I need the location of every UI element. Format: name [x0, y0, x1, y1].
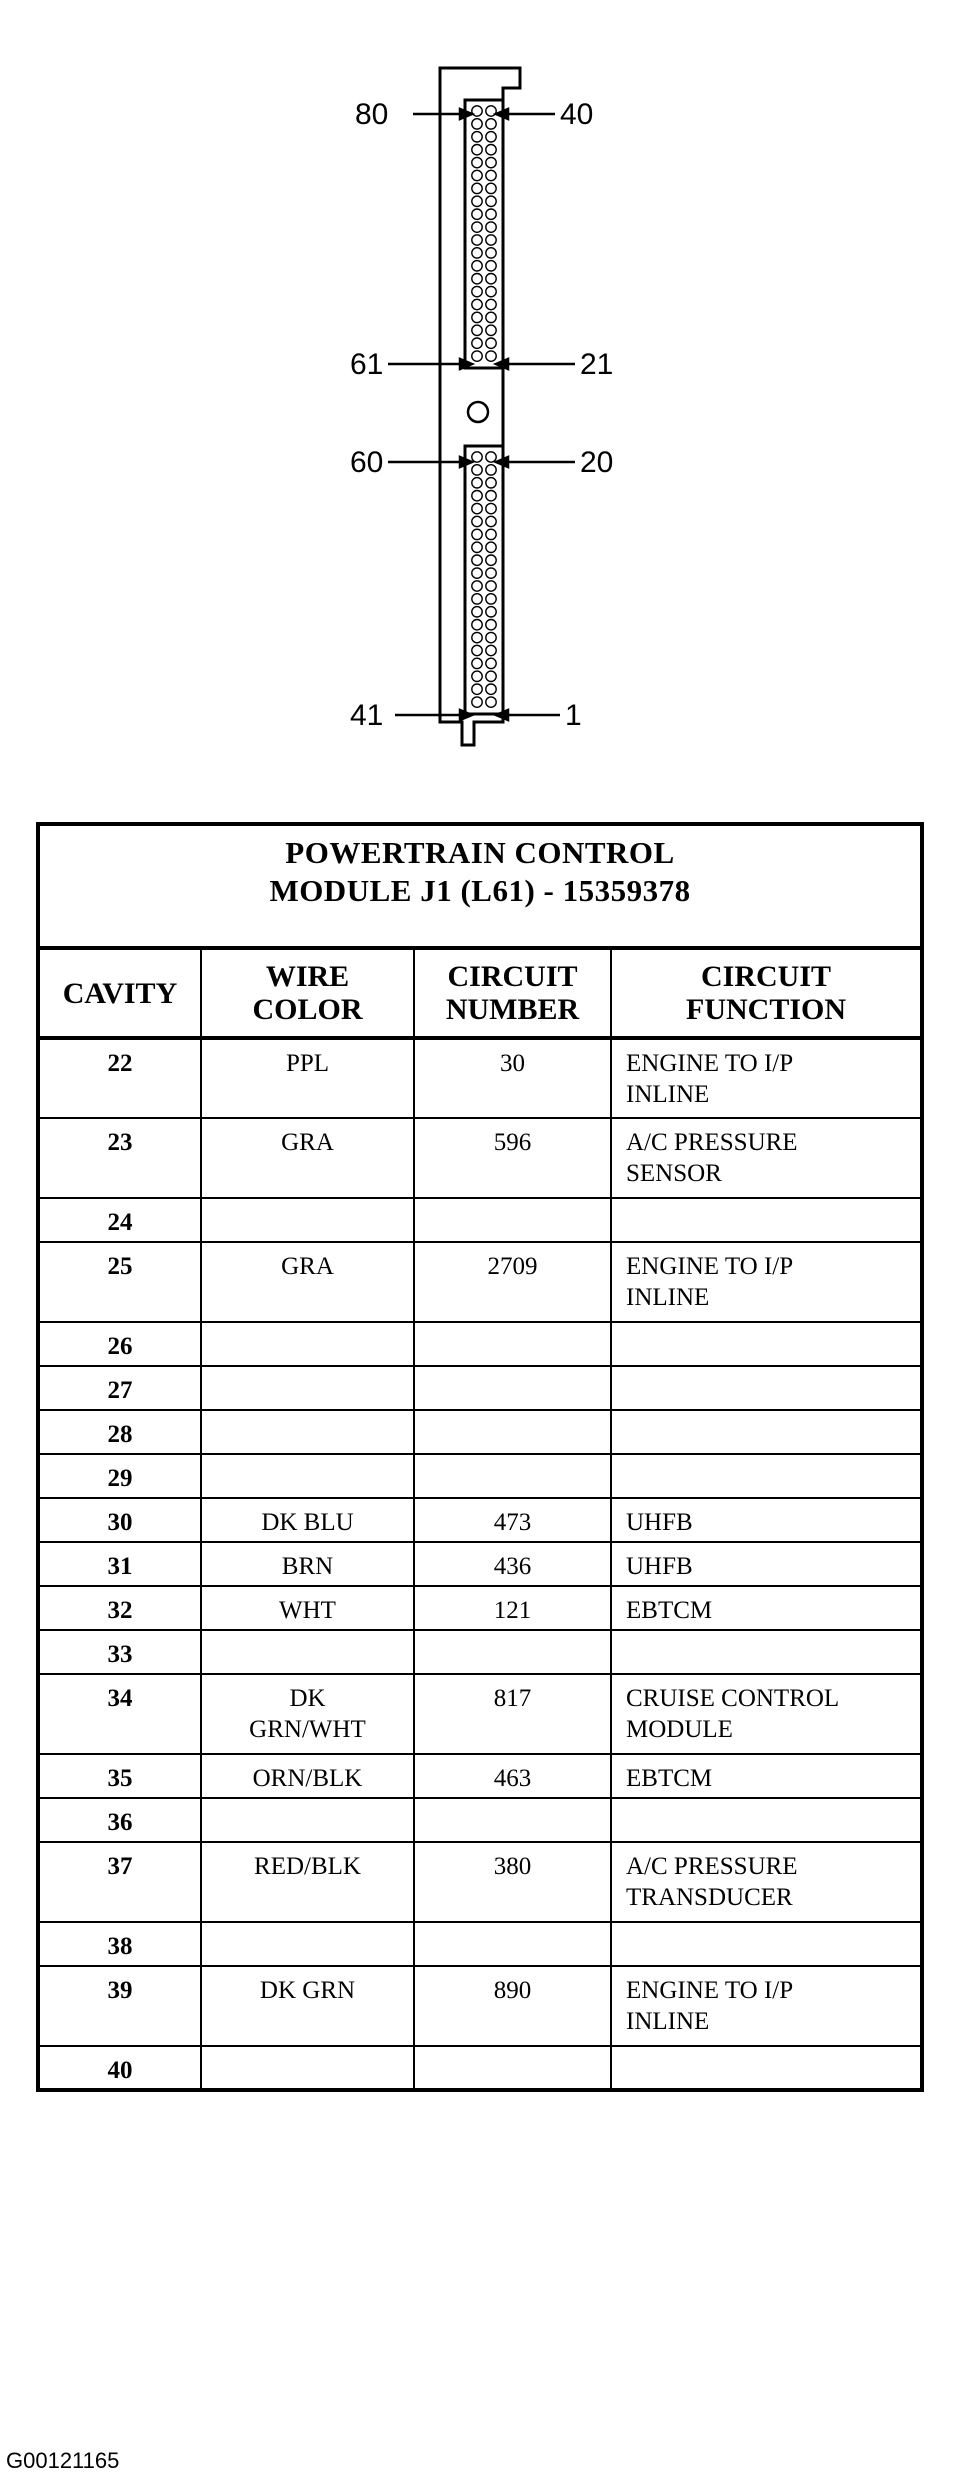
connector-pin — [486, 338, 496, 348]
table-row — [38, 1754, 922, 1798]
cell-cavity: 33 — [38, 1630, 201, 1674]
cell-circuit-number — [414, 1798, 611, 1842]
connector-pin — [486, 478, 496, 488]
table-row — [38, 1586, 922, 1630]
cell-wire-color — [201, 1410, 414, 1454]
header-wire-color — [201, 948, 414, 1038]
connector-pin — [472, 620, 482, 630]
connector-pin — [472, 338, 482, 348]
connector-pin — [472, 671, 482, 681]
connector-pin — [472, 183, 482, 193]
connector-pin — [472, 248, 482, 258]
connector-pin — [472, 235, 482, 245]
pin-label-41: 41 — [350, 699, 384, 732]
connector-pin — [486, 222, 496, 232]
pin-label-1: 1 — [565, 699, 582, 732]
cell-wire-color — [201, 1198, 414, 1242]
table-row — [38, 1038, 922, 1118]
cell-wire-color — [201, 1366, 414, 1410]
connector-pin — [486, 183, 496, 193]
cell-cavity: 35 — [38, 1754, 201, 1798]
table-header-row — [38, 948, 922, 1038]
cell-circuit-number: 463 — [414, 1754, 611, 1798]
connector-pin — [472, 286, 482, 296]
cell-cavity: 36 — [38, 1798, 201, 1842]
header-cavity: CAVITY — [38, 948, 201, 1038]
pin-label-40: 40 — [560, 98, 594, 131]
header-circuit-number — [414, 948, 611, 1038]
cell-circuit-number: 121 — [414, 1586, 611, 1630]
cell-circuit-function: UHFB — [611, 1498, 922, 1542]
cell-circuit-function: ENGINE TO I/P INLINE — [611, 1038, 922, 1118]
header-circuit-number-text: CIRCUIT NUMBER — [445, 960, 580, 1026]
connector-pin — [486, 351, 496, 361]
connector-pin — [486, 235, 496, 245]
connector-pin — [472, 542, 482, 552]
table-row — [38, 1242, 922, 1322]
table-row — [38, 1922, 922, 1966]
cell-cavity: 22 — [38, 1038, 201, 1118]
connector-pin — [472, 299, 482, 309]
cell-circuit-number — [414, 1454, 611, 1498]
pin-table — [36, 822, 924, 2092]
connector-pin — [486, 312, 496, 322]
cell-circuit-number — [414, 1198, 611, 1242]
cell-wire-color: DK BLU — [201, 1498, 414, 1542]
cell-cavity: 40 — [38, 2046, 201, 2090]
cell-circuit-number — [414, 1322, 611, 1366]
cell-cavity: 26 — [38, 1322, 201, 1366]
cell-circuit-function — [611, 1410, 922, 1454]
connector-pin — [472, 261, 482, 271]
table-title-line-2: MODULE J1 (L61) - 15359378 — [269, 873, 691, 908]
connector-pin — [472, 503, 482, 513]
cell-circuit-function — [611, 1198, 922, 1242]
cell-wire-color — [201, 1630, 414, 1674]
table-row — [38, 1842, 922, 1922]
connector-pin — [472, 157, 482, 167]
connector-pin — [486, 581, 496, 591]
connector-pin — [472, 132, 482, 142]
table-row — [38, 1798, 922, 1842]
cell-cavity: 28 — [38, 1410, 201, 1454]
table-row — [38, 1498, 922, 1542]
connector-pin — [472, 645, 482, 655]
cell-circuit-function: EBTCM — [611, 1586, 922, 1630]
connector-pin — [486, 697, 496, 707]
cell-circuit-function — [611, 1798, 922, 1842]
connector-pin — [486, 299, 496, 309]
connector-pin — [472, 581, 482, 591]
connector-pin — [472, 594, 482, 604]
table-row — [38, 1630, 922, 1674]
connector-pin — [472, 632, 482, 642]
cell-circuit-number — [414, 1630, 611, 1674]
cell-wire-color — [201, 1798, 414, 1842]
upper-pin-block — [465, 100, 503, 368]
connector-pin — [486, 119, 496, 129]
table-row — [38, 1454, 922, 1498]
table-body — [38, 1038, 922, 2090]
cell-wire-color: GRA — [201, 1118, 414, 1198]
cell-cavity: 30 — [38, 1498, 201, 1542]
connector-pin — [486, 607, 496, 617]
cell-cavity: 34 — [38, 1674, 201, 1754]
cell-wire-color: PPL — [201, 1038, 414, 1118]
cell-circuit-number: 890 — [414, 1966, 611, 2046]
cell-wire-color: WHT — [201, 1586, 414, 1630]
cell-circuit-function: A/C PRESSURE SENSOR — [611, 1118, 922, 1198]
connector-pin — [486, 568, 496, 578]
table-row — [38, 1674, 922, 1754]
connector-pin — [486, 671, 496, 681]
connector-pin — [486, 491, 496, 501]
cell-cavity: 23 — [38, 1118, 201, 1198]
table-row — [38, 1410, 922, 1454]
cell-circuit-function — [611, 1454, 922, 1498]
cell-wire-color: RED/BLK — [201, 1842, 414, 1922]
figure-id: G00121165 — [6, 2448, 120, 2473]
pin-label-60: 60 — [350, 446, 384, 479]
cell-cavity: 31 — [38, 1542, 201, 1586]
connector-pin — [472, 119, 482, 129]
cell-wire-color: BRN — [201, 1542, 414, 1586]
connector-pin — [486, 503, 496, 513]
table-row — [38, 1366, 922, 1410]
connector-pin — [472, 196, 482, 206]
connector-pin — [486, 157, 496, 167]
connector-pin — [472, 555, 482, 565]
header-circuit-function — [611, 948, 922, 1038]
cell-circuit-number — [414, 1366, 611, 1410]
pin-label-80: 80 — [355, 98, 389, 131]
cell-cavity: 39 — [38, 1966, 201, 2046]
pin-label-20: 20 — [580, 446, 614, 479]
cell-circuit-number: 817 — [414, 1674, 611, 1754]
connector-pin — [472, 491, 482, 501]
cell-circuit-function — [611, 1366, 922, 1410]
connector-pin — [472, 351, 482, 361]
cell-circuit-number: 473 — [414, 1498, 611, 1542]
connector-pin — [472, 222, 482, 232]
cell-circuit-function: CRUISE CONTROL MODULE — [611, 1674, 922, 1754]
connector-pin — [472, 465, 482, 475]
connector-pin — [472, 658, 482, 668]
connector-pin — [486, 261, 496, 271]
connector-pin — [486, 465, 496, 475]
header-circuit-function-text: CIRCUIT FUNCTION — [686, 960, 847, 1026]
cell-cavity: 38 — [38, 1922, 201, 1966]
cell-circuit-number: 380 — [414, 1842, 611, 1922]
connector-pin — [486, 542, 496, 552]
connector-pin — [486, 632, 496, 642]
pin-label-61: 61 — [350, 348, 384, 381]
connector-pin — [486, 452, 496, 462]
table-row — [38, 1322, 922, 1366]
connector-pin — [486, 132, 496, 142]
cell-circuit-number: 2709 — [414, 1242, 611, 1322]
cell-wire-color: DK GRN/WHT — [201, 1674, 414, 1754]
connector-diagram — [0, 0, 955, 790]
cell-cavity: 24 — [38, 1198, 201, 1242]
cell-wire-color — [201, 1454, 414, 1498]
connector-pin — [472, 529, 482, 539]
connector-pin — [472, 452, 482, 462]
cell-wire-color: DK GRN — [201, 1966, 414, 2046]
cell-circuit-function: ENGINE TO I/P INLINE — [611, 1242, 922, 1322]
connector-pin — [486, 170, 496, 180]
cell-cavity: 29 — [38, 1454, 201, 1498]
cell-circuit-function: A/C PRESSURE TRANSDUCER — [611, 1842, 922, 1922]
cell-wire-color — [201, 2046, 414, 2090]
cell-circuit-function — [611, 1922, 922, 1966]
connector-pin — [486, 516, 496, 526]
connector-pin — [472, 170, 482, 180]
table-title — [38, 824, 922, 948]
connector-pin — [472, 312, 482, 322]
pin-label-21: 21 — [580, 348, 614, 381]
connector-pin — [486, 274, 496, 284]
table-row — [38, 1118, 922, 1198]
connector-pin — [486, 620, 496, 630]
connector-pin — [472, 145, 482, 155]
connector-pin — [472, 684, 482, 694]
connector-pin — [472, 697, 482, 707]
connector-pin — [486, 684, 496, 694]
cell-wire-color — [201, 1322, 414, 1366]
connector-pin — [486, 209, 496, 219]
key-hole — [468, 402, 488, 422]
cell-circuit-number — [414, 2046, 611, 2090]
connector-pin — [486, 145, 496, 155]
connector-pin — [472, 325, 482, 335]
cell-circuit-function — [611, 1630, 922, 1674]
cell-cavity: 25 — [38, 1242, 201, 1322]
connector-pin — [472, 607, 482, 617]
connector-pin — [472, 209, 482, 219]
connector-pin — [472, 478, 482, 488]
cell-circuit-function — [611, 2046, 922, 2090]
connector-pin — [486, 594, 496, 604]
connector-pin — [472, 516, 482, 526]
connector-pin — [486, 248, 496, 258]
connector-pin — [486, 658, 496, 668]
connector-pin — [486, 555, 496, 565]
table-row — [38, 2046, 922, 2090]
cell-cavity: 37 — [38, 1842, 201, 1922]
cell-circuit-number: 436 — [414, 1542, 611, 1586]
connector-pin — [472, 274, 482, 284]
lower-pin-block — [465, 446, 503, 714]
connector-pin — [486, 196, 496, 206]
cell-cavity: 27 — [38, 1366, 201, 1410]
cell-circuit-number: 30 — [414, 1038, 611, 1118]
cell-circuit-function: ENGINE TO I/P INLINE — [611, 1966, 922, 2046]
table-row — [38, 1966, 922, 2046]
connector-pin — [486, 645, 496, 655]
cell-wire-color — [201, 1922, 414, 1966]
cell-circuit-number — [414, 1922, 611, 1966]
cell-circuit-number: 596 — [414, 1118, 611, 1198]
cell-circuit-function: EBTCM — [611, 1754, 922, 1798]
connector-pin — [486, 325, 496, 335]
cell-wire-color: GRA — [201, 1242, 414, 1322]
table-title-line-1: POWERTRAIN CONTROL — [285, 835, 675, 870]
table-row — [38, 1198, 922, 1242]
connector-pin — [486, 529, 496, 539]
connector-pin — [486, 286, 496, 296]
cell-circuit-function — [611, 1322, 922, 1366]
header-wire-color-text: WIRE COLOR — [252, 960, 363, 1026]
table-title-row — [38, 824, 922, 948]
connector-pin — [472, 568, 482, 578]
cell-cavity: 32 — [38, 1586, 201, 1630]
table-row — [38, 1542, 922, 1586]
cell-circuit-number — [414, 1410, 611, 1454]
cell-wire-color: ORN/BLK — [201, 1754, 414, 1798]
cell-circuit-function: UHFB — [611, 1542, 922, 1586]
